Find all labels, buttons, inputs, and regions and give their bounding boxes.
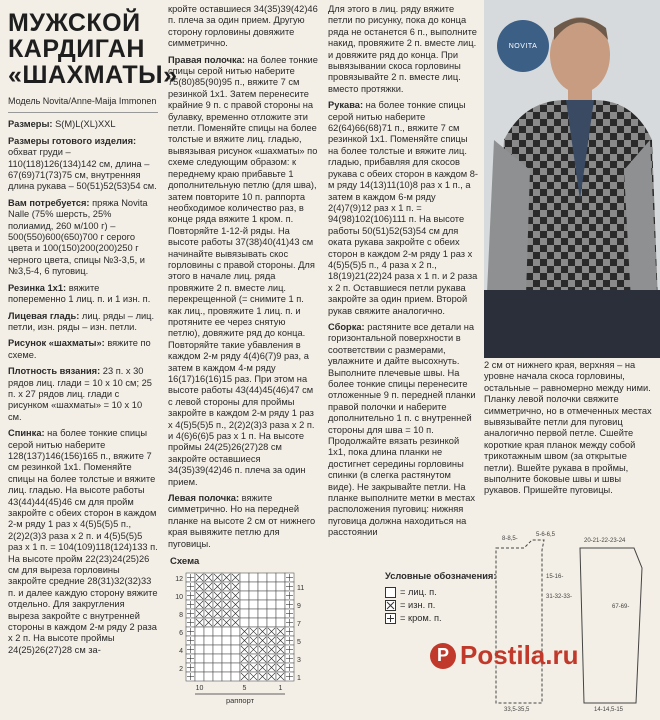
scheme-cell	[249, 618, 258, 627]
scheme-cell	[213, 672, 222, 681]
scheme-grid	[168, 569, 368, 709]
scheme-cell	[258, 618, 267, 627]
dim-bottom-right: 14-14,5-15	[594, 707, 624, 713]
knit-square-icon	[385, 587, 396, 598]
row-label-right: 9	[297, 603, 301, 610]
scheme-cell	[204, 645, 213, 654]
edge-stitch-icon	[385, 613, 396, 624]
title-line-2: КАРДИГАН	[8, 35, 145, 63]
scheme-cell	[249, 573, 258, 582]
section-heading: Правая полочка:	[168, 54, 245, 65]
legend-item-purl: = изн. п.	[385, 599, 496, 612]
col3-paragraph: Рукава: на более тонкие спицы серой нитью наберите 62(64)66(68)71 п., вяжите 7 см резинкой 1x1. Поменяйте спицы на более толстые и вяжите лиц. гладью, прибавляя для скосов рукава с обеих сторон в каждом 8-м ряду 14(13)11(10)8 раз х 1 п., а затем в каждом 6-м ряду 2(4)7(9)12 раз х 1 п. = 94(98)102(106)111 п. На высоте работы 50(51)52(53)54 см для оката рукава закройте с обеих сторон в каждом 2-м ряду 1 раз х 4(5)5(5)5 п., 4 раза х 2 п., 18(19)21(22)24 раза х 1 п. и 2 раза х 2 п. Оставшиеся петли рукава закройте за один прием. Второй рукав свяжите аналогично.	[328, 100, 479, 316]
scheme-cell	[276, 582, 285, 591]
scheme-cell	[276, 573, 285, 582]
scheme-cell	[276, 591, 285, 600]
pin-icon: P	[430, 643, 456, 669]
scheme-cell	[249, 582, 258, 591]
scheme-cell	[222, 636, 231, 645]
dim-top-right: 20-21-22-23-24	[584, 538, 626, 544]
col2-paragraph: Правая полочка: на более тонкие спицы серой нитью наберите 75(80)85(90)95 п., вяжите 7 см резинкой 1x1. Затем перенесите крайние 9 п. с правой стороны на булавку, временно отложите эти петли. Поменяйте спицы на более толстые и вяжите лиц. гладью, вывязывая рисунок «шахматы» по схеме следующим образом: к переднему краю прибавьте 1 дополнительную петлю (для шва), затем повторите 10 п. раппорта необходимое количество раз, в конце ряда вяжите 1 кром. п. Повторяйте 1-12-й ряды. На высоте работы 37(38)40(41)43 см начинайте вывязывать скос горловины с правой стороны. Для этого в начале лиц. ряда провяжите 2 п. вместе лиц. перекрещенной (= снимите 1 п. как лиц., провяжите 1 лиц. п. и протяните ее через снятую петлю), довяжите ряд до конца. Повторяйте такие убавления в каждом 2-м ряду 4(4)6(7)9 раз, а затем в каждом 4-м ряду 16(17)16(16)15 раз. При этом на высоте работы 43(44)45(46)47 см с левой стороны для проймы закройте в каждом 2-м ряду 1 раз х 4(5)5(5)5 п., 2(2)2(3)3 раза х 2 п. и 4(6)6(6)5 раз х 1 п. На высоте проймы 24(25)26(27)28 см закройте оставшиеся 34(35)39(42)46 п. плеча за один прием.	[168, 54, 318, 487]
scheme-cell	[267, 573, 276, 582]
scheme-cell	[213, 663, 222, 672]
scheme-cell	[195, 645, 204, 654]
scheme-cell	[195, 654, 204, 663]
scheme-cell	[213, 645, 222, 654]
row-label-right: 11	[297, 585, 305, 592]
section-heading: Размеры:	[8, 119, 53, 130]
scheme-cell	[195, 636, 204, 645]
scheme-cell	[240, 573, 249, 582]
col1-paragraph: Плотность вязания: 23 п. х 30 рядов лиц. глади = 10 x 10 см; 25 п. х 27 рядов лиц. глади с рисунком «шахматы» = 10 x 10 см.	[8, 366, 152, 422]
scheme-cell	[276, 600, 285, 609]
row-label-left: 8	[179, 612, 183, 619]
section-heading: Рисунок «шахматы»:	[8, 338, 105, 349]
column-label: 5	[242, 685, 247, 692]
scheme-cell	[249, 600, 258, 609]
column-1	[8, 0, 178, 661]
scheme-cell	[213, 627, 222, 636]
scheme-cell	[222, 654, 231, 663]
row-label-left: 6	[179, 630, 183, 637]
scheme-cell	[267, 618, 276, 627]
legend-item-knit: = лиц. п.	[385, 586, 496, 599]
watermark: P Postila.ru	[430, 640, 578, 671]
row-label-left: 2	[179, 666, 183, 673]
scheme-cell	[231, 627, 240, 636]
column-label: 1	[278, 685, 283, 692]
row-label-right: 3	[297, 657, 301, 664]
rapport-label: раппорт	[225, 696, 255, 705]
scheme-cell	[249, 591, 258, 600]
scheme-cell	[222, 663, 231, 672]
legend-item-edge: = кром. п.	[385, 612, 496, 625]
page-title	[8, 9, 178, 89]
col3-paragraph: Для этого в лиц. ряду вяжите петли по рисунку, пока до конца ряда не останется 6 п., выполните накид, провяжите 2 п. вместе лиц. и довяжите ряд до конца. При вывязывании скоса горловины провязывайте 2 п. вместе лиц. вместо протяжки.	[328, 4, 477, 94]
row-label-left: 10	[175, 594, 183, 601]
svg-text:31-32-33-: 31-32-33-	[546, 594, 573, 600]
column-label: 10	[195, 685, 204, 692]
pattern-outline	[484, 528, 660, 715]
section-heading: Резинка 1x1:	[8, 282, 67, 293]
section-heading: Лицевая гладь:	[8, 310, 80, 321]
scheme-cell	[213, 654, 222, 663]
col1-paragraph: Размеры: S(M)L(XL)XXL	[8, 119, 116, 130]
col2-paragraph: кройте оставшиеся 34(35)39(42)46 п. плеча за один прием. Другую сторону горловины довяжите симметрично.	[168, 4, 318, 49]
garment-pattern-diagram	[484, 528, 660, 715]
col3-paragraph: Сборка: растяните все детали на горизонтальной поверхности в соответствии с размерами, увлажните и дайте высохнуть. Выполните плечевые швы. На более тонкие спицы перенесите отложенные 9 п. передней планки правой полочки и наберите дополнительно 1 п. с внутренней стороны для шва = 10 п. Продолжайте вязать резинкой 1x1, пока длина планки не достигнет середины горловины спинки (в слегка растянутом виде). Не закрывайте петли. На планке выполните метки в местах расположения пуговиц: нижняя пуговица должна находиться на расстоянии	[328, 321, 476, 538]
col1-paragraph: Резинка 1x1: вяжите попеременно 1 лиц. п. и 1 изн. п.	[8, 282, 151, 305]
column-3	[328, 4, 478, 544]
scheme-cell	[267, 600, 276, 609]
legend-title: Условные обозначения:	[385, 571, 497, 581]
svg-text:15-16-: 15-16-	[546, 574, 564, 580]
scheme-cell	[240, 618, 249, 627]
row-label-left: 12	[175, 576, 183, 583]
purl-cross-icon	[385, 600, 396, 611]
col2-paragraph: Левая полочка: вяжите симметрично. Но на передней планке на высоте 2 см от нижнего края вывяжите петлю для пуговицы.	[168, 493, 316, 549]
scheme-cell	[240, 582, 249, 591]
col1-paragraph: Лицевая гладь: лиц. ряды – лиц. петли, изн. ряды – изн. петли.	[8, 310, 155, 332]
scheme-cell	[195, 663, 204, 672]
scheme-cell	[249, 609, 258, 618]
scheme-cell	[258, 600, 267, 609]
scheme-cell	[204, 672, 213, 681]
novita-logo: NOVITA	[497, 20, 549, 72]
scheme-cell	[213, 636, 222, 645]
scheme-cell	[222, 672, 231, 681]
row-label-left: 4	[179, 648, 183, 655]
scheme-cell	[195, 672, 204, 681]
dim-top-left: 8-8,5-	[502, 536, 518, 542]
section-heading: Рукава:	[328, 100, 364, 111]
scheme-cell	[222, 645, 231, 654]
title-line-1: МУЖСКОЙ	[8, 9, 141, 37]
column-2	[168, 4, 318, 555]
legend	[385, 570, 496, 625]
col1-paragraph: Рисунок «шахматы»: вяжите по схеме.	[8, 338, 151, 360]
section-heading: Плотность вязания:	[8, 366, 101, 377]
scheme-cell	[258, 573, 267, 582]
model-credit: Модель Novita/Anne-Maija Immonen	[8, 96, 158, 113]
dim-bottom-left: 33,5-35,5	[504, 707, 530, 713]
section-heading: Вам потребуется:	[8, 197, 90, 208]
scheme-cell	[222, 627, 231, 636]
scheme-cell	[240, 609, 249, 618]
scheme-title: Схема	[170, 556, 200, 567]
scheme-cell	[267, 591, 276, 600]
scheme-cell	[204, 654, 213, 663]
section-heading: Размеры готового изделия:	[8, 135, 137, 146]
scheme-cell	[204, 627, 213, 636]
scheme-cell	[231, 654, 240, 663]
scheme-cell	[276, 609, 285, 618]
scheme-cell	[231, 672, 240, 681]
scheme-cell	[231, 645, 240, 654]
scheme-cell	[276, 618, 285, 627]
scheme-cell	[231, 663, 240, 672]
scheme-cell	[267, 609, 276, 618]
title-line-3: «ШАХМАТЫ»	[8, 61, 178, 89]
dim-top-mid: 5-6-6,5	[536, 532, 556, 538]
row-label-right: 1	[297, 675, 301, 682]
scheme-cell	[240, 600, 249, 609]
scheme-cell	[258, 591, 267, 600]
col1-paragraph: Вам потребуется: пряжа Novita Nalle (75% шерсть, 25% полиамид, 260 м/100 г) – 500(550)600(650)700 г серого цвета и 100(150)200(200)250 г черного цвета, спицы №3-3,5, и №3,5-4, 6 пуговиц.	[8, 197, 148, 277]
col1-paragraph: Размеры готового изделия: обхват груди – 110(118)126(134)142 см, длина – 67(69)71(73)75 см, внутренняя длина рукава – 50(51)52(53)54 см.	[8, 135, 157, 192]
scheme-cell	[231, 636, 240, 645]
scheme-cell	[258, 582, 267, 591]
row-label-right: 7	[297, 621, 301, 628]
scheme-cell	[240, 591, 249, 600]
row-label-right: 5	[297, 639, 301, 646]
scheme-cell	[258, 609, 267, 618]
scheme-cell	[267, 582, 276, 591]
scheme-cell	[204, 636, 213, 645]
scheme-cell	[195, 627, 204, 636]
scheme-cell	[204, 663, 213, 672]
section-heading: Спинка:	[8, 428, 45, 439]
column-4-text: 2 см от нижнего края, верхняя – на уровне начала скоса горловины, остальные – равномерно между ними. Планку левой полочки свяжите симметрично, но в отмеченных местах вывязывайте петли для пуговиц аналогично первой петле. Сшейте короткие края планок между собой трикотажным швом (за открытые петли). Вшейте рукава в проймы, выполните боковые швы и швы рукавов. Пришейте пуговицы.	[484, 360, 652, 496]
svg-text:67-69-: 67-69-	[612, 604, 630, 610]
col1-paragraph: Спинка: на более тонкие спицы серой нитью наберите 128(137)146(156)165 п., вяжите 7 см резинкой 1x1. Поменяйте спицы на более толстые и вяжите лиц. гладью. На высоте работы 43(44)44(45)46 см для пройм закройте с обеих сторон в каждом 2-м ряду 1 раз х 4(5)5(5)5 п., 2(2)2(3)3 раза х 2 п. и 4(5)5(5)5 раз х 1 п. = 104(109)118(124)133 п. На высоте пройм 22(23)24(25)26 см для выреза горловины закройте средние 28(31)32(32)33 п. и далее каждую сторону вяжите отдельно. Для закругления выреза закройте с внутренней стороны в каждом 2-м ряду 2 раза х 2 п. На высоте проймы 24(25)26(27)28 см за-	[8, 428, 158, 655]
section-heading: Левая полочка:	[168, 493, 240, 504]
section-heading: Сборка:	[328, 321, 365, 332]
